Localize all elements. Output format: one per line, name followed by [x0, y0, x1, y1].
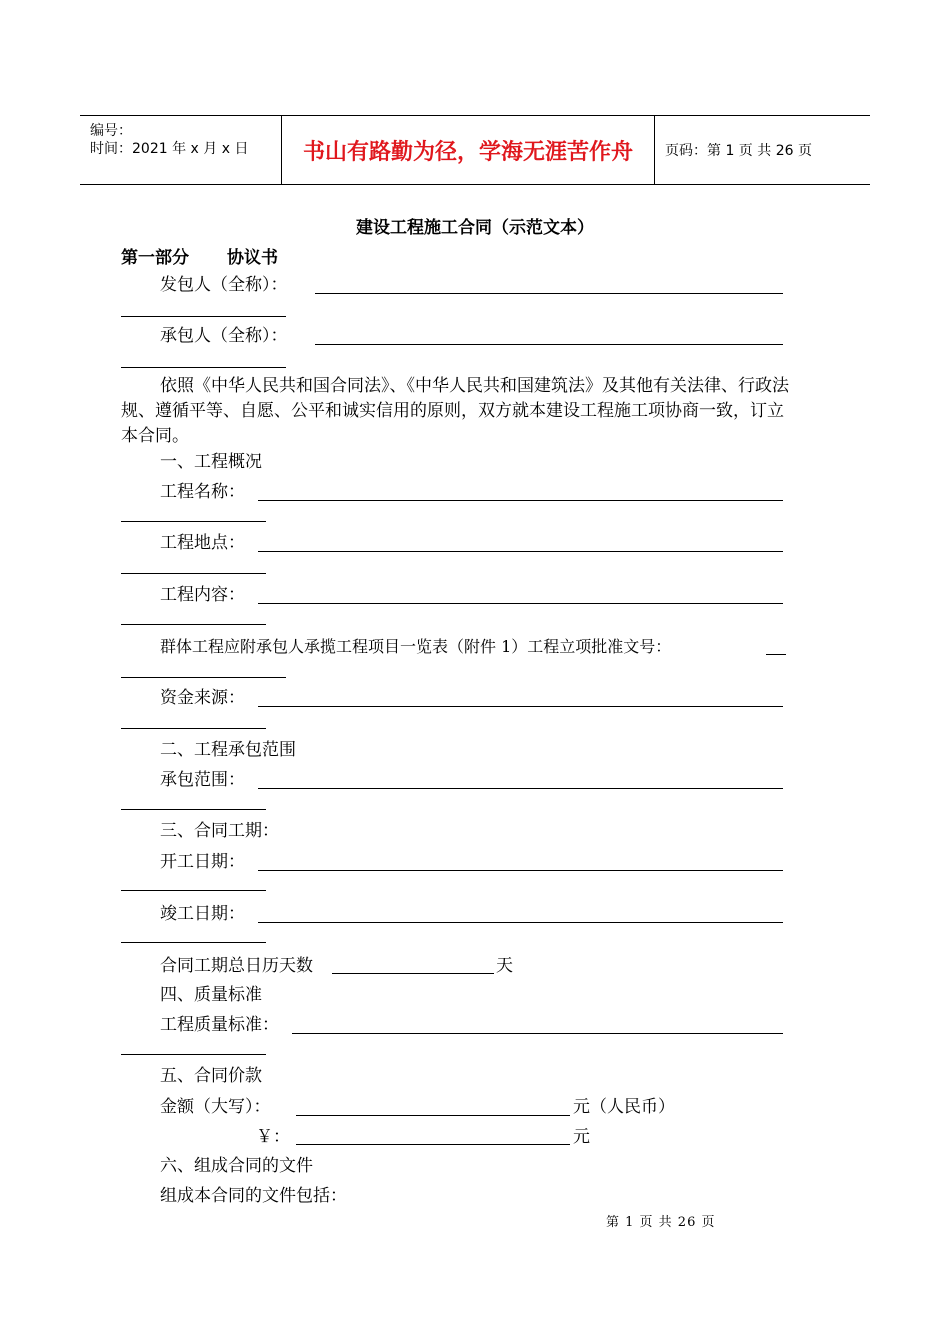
start-date-field-cont: [121, 890, 266, 891]
project-location-field-cont: [121, 573, 266, 574]
days-unit: 天: [496, 956, 513, 976]
quality-field[interactable]: [292, 1033, 783, 1034]
page-footer: 第 1 页 共 26 页: [606, 1215, 716, 1230]
yen-field[interactable]: [296, 1144, 570, 1145]
part-label: 第一部分: [121, 248, 189, 268]
doc-meta-cell: [80, 116, 282, 184]
scope-label: 承包范围：: [160, 770, 245, 790]
project-name-field[interactable]: [258, 500, 783, 501]
total-days-field[interactable]: [332, 973, 494, 974]
project-location-label: 工程地点：: [160, 533, 245, 553]
fund-source-label: 资金来源：: [160, 688, 245, 708]
employer-label: 发包人（全称）：: [160, 275, 288, 295]
fund-source-field[interactable]: [258, 706, 783, 707]
page-header: [80, 115, 870, 185]
doc-number-label: 编号：: [90, 123, 132, 139]
part-heading: [121, 243, 278, 268]
project-location-field[interactable]: [258, 551, 783, 552]
part-name: 协议书: [227, 248, 278, 268]
project-content-field-cont: [121, 624, 266, 625]
section-6-heading: 六、组成合同的文件: [160, 1156, 313, 1176]
contractor-label: 承包人（全称）：: [160, 326, 288, 346]
scope-field[interactable]: [258, 788, 783, 789]
project-content-label: 工程内容：: [160, 585, 245, 605]
motto: 书山有路勤为径，学海无涯苦作舟: [282, 116, 655, 184]
section-1-heading: 一、工程概况: [160, 452, 262, 472]
section-3-heading: 三、合同工期：: [160, 821, 279, 841]
project-name-field-cont: [121, 521, 266, 522]
doc-title: 建设工程施工合同（示范文本）: [356, 218, 594, 238]
project-content-field[interactable]: [258, 603, 783, 604]
section-4-heading: 四、质量标准: [160, 985, 262, 1005]
group-project-label: 群体工程应附承包人承揽工程项目一览表（附件 1）工程立项批准文号：: [160, 637, 672, 656]
project-name-label: 工程名称：: [160, 482, 245, 502]
quality-field-cont: [121, 1054, 266, 1055]
end-date-field-cont: [121, 942, 266, 943]
approval-number-field-cont: [121, 677, 286, 678]
intro-paragraph: 依照《中华人民共和国合同法》、《中华人民共和国建筑法》及其他有关法律、行政法规、遵循平等、自愿、公平和诚实信用的原则，双方就本建设工程施工项协商一致，订立本合同。: [121, 376, 789, 446]
start-date-label: 开工日期：: [160, 852, 245, 872]
total-days-label: 合同工期总日历天数: [160, 956, 313, 976]
fund-source-field-cont: [121, 728, 266, 729]
end-date-label: 竣工日期：: [160, 904, 245, 924]
amount-upper-label: 金额（大写）：: [160, 1097, 271, 1117]
employer-field[interactable]: [315, 293, 783, 294]
section-5-heading: 五、合同价款: [160, 1066, 262, 1086]
employer-field-cont: [121, 316, 286, 317]
start-date-field[interactable]: [258, 870, 783, 871]
contractor-field-cont: [121, 367, 286, 368]
page-info: 页码：第 1 页 共 26 页: [665, 143, 812, 159]
docs-include-label: 组成本合同的文件包括：: [160, 1186, 347, 1206]
yuan-unit: 元: [573, 1127, 590, 1147]
end-date-field[interactable]: [258, 922, 783, 923]
quality-label: 工程质量标准：: [160, 1015, 279, 1035]
section-2-heading: 二、工程承包范围: [160, 740, 296, 760]
contractor-field[interactable]: [315, 344, 783, 345]
doc-time-label: 时间：2021 年 x 月 x 日: [90, 141, 249, 157]
amount-upper-field[interactable]: [296, 1115, 570, 1116]
rmb-unit: 元（人民币）: [573, 1097, 675, 1117]
yen-label: ￥：: [256, 1127, 290, 1147]
scope-field-cont: [121, 809, 266, 810]
approval-number-field[interactable]: [766, 654, 786, 655]
